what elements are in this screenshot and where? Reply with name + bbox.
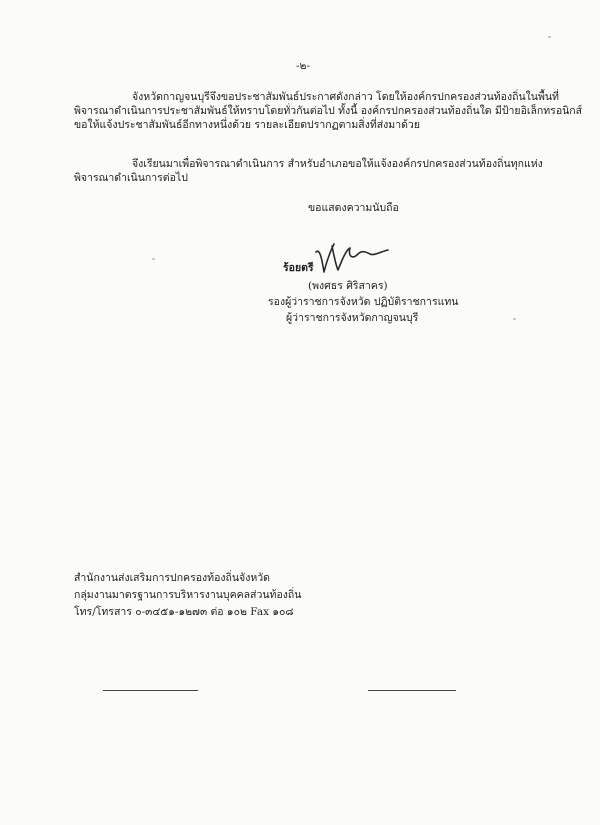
closing-salutation: ขอแสดงความนับถือ (308, 202, 399, 214)
office-contact: โทร/โทรสาร ๐-๓๔๕๑-๑๒๗๓ ต่อ ๑๐๒ Fax ๑๐๘ (74, 606, 294, 618)
signer-title-line1: รองผู้ว่าราชการจังหวัด ปฏิบัติราชการแทน (268, 296, 459, 308)
handwritten-signature (312, 238, 390, 276)
office-name: สำนักงานส่งเสริมการปกครองท้องถิ่นจังหวัด (74, 572, 270, 584)
paragraph-line: จังหวัดกาญจนบุรีจึงขอประชาสัมพันธ์ประกาศดังกล่าว โดยให้องค์กรปกครองส่วนท้องถิ่นในพื้นที่ (132, 91, 559, 103)
page-number: -๒- (296, 60, 311, 72)
footer-rule-right (368, 690, 456, 691)
office-division: กลุ่มงานมาตรฐานการบริหารงานบุคคลส่วนท้องถิ่น (74, 589, 302, 601)
signer-title-line2: ผู้ว่าราชการจังหวัดกาญจนบุรี (286, 312, 419, 324)
paragraph-line: พิจารณาดำเนินการต่อไป (74, 172, 188, 184)
paragraph-line: พิจารณาดำเนินการประชาสัมพันธ์ให้ทราบโดยทั่วกันต่อไป ทั้งนี้ องค์กรปกครองส่วนท้องถิ่นใด มีป้ายอิเล็กทรอนิกส์ (74, 105, 583, 117)
paragraph-request (74, 157, 543, 185)
paragraph-line: จึงเรียนมาเพื่อพิจารณาดำเนินการ สำหรับอำเภอขอให้แจ้งองค์กรปกครองส่วนท้องถิ่นทุกแห่ง (132, 158, 543, 170)
scan-speck (152, 258, 155, 260)
signature-rank: ร้อยตรี (283, 262, 314, 274)
paragraph-announcement (74, 90, 583, 132)
scan-speck (513, 318, 516, 320)
scan-speck (548, 36, 551, 38)
paragraph-line: ขอให้แจ้งประชาสัมพันธ์อีกทางหนึ่งด้วย รายละเอียดปรากฏตามสิ่งที่ส่งมาด้วย (74, 119, 420, 131)
signer-name: (พงศธร ศิริสาคร) (308, 280, 388, 292)
footer-rule-left (103, 690, 198, 691)
